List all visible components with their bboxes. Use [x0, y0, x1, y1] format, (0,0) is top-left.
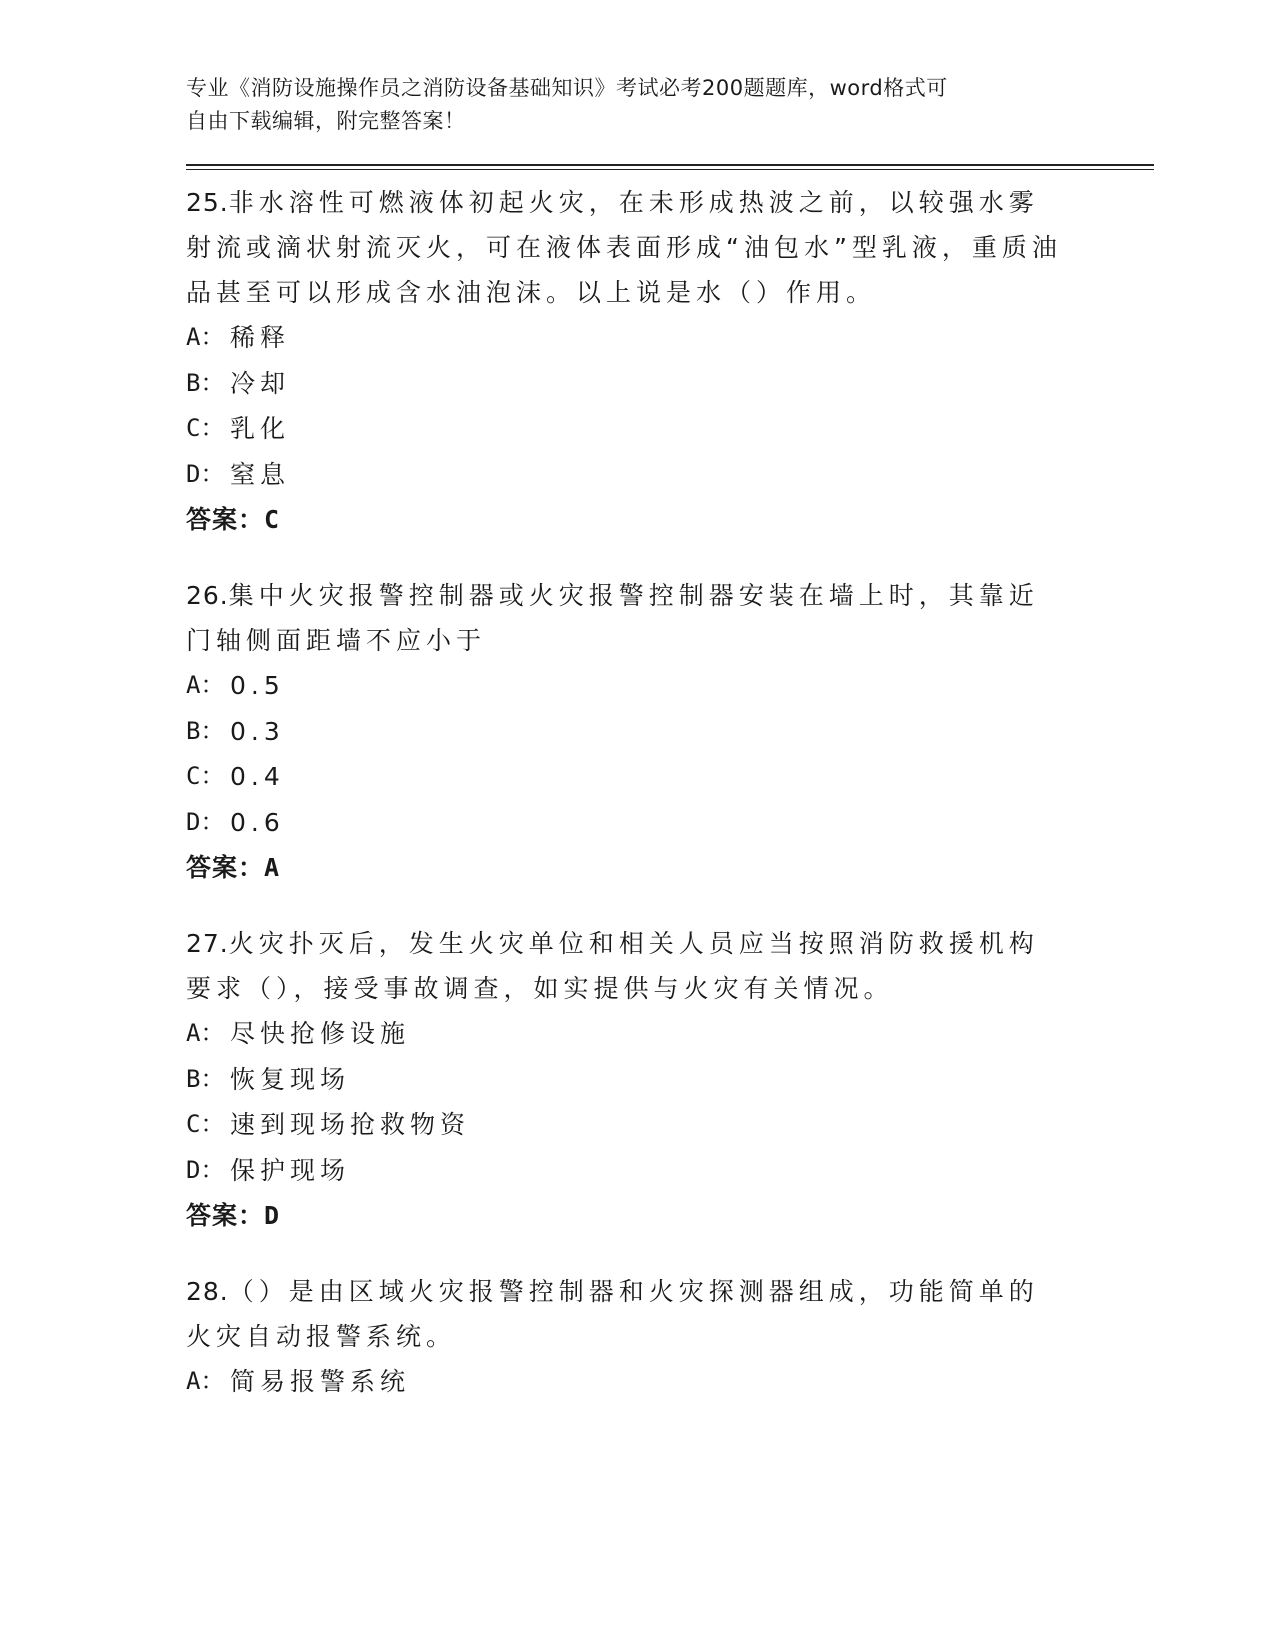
- question-item: [186, 573, 1156, 891]
- option-key: B：: [186, 368, 225, 397]
- question-body: 集中火灾报警控制器或火灾报警控制器安装在墙上时，其靠近门轴侧面距墙不应小于: [186, 581, 1039, 655]
- option-key: D：: [186, 807, 225, 836]
- question-text: [186, 573, 1066, 663]
- option-value: 冷却: [230, 368, 291, 398]
- answer-value: D: [264, 1201, 281, 1230]
- question-number: 25.: [186, 188, 229, 217]
- document-header: [186, 72, 1156, 138]
- header-line-1: 专业《消防设施操作员之消防设备基础知识》考试必考200题题库，word格式可: [186, 76, 948, 100]
- option-value: 0.3: [230, 716, 285, 746]
- answer-line: [186, 845, 1156, 891]
- option-a: [186, 663, 1156, 709]
- question-text: [186, 1269, 1066, 1359]
- question-item: [186, 1269, 1156, 1405]
- option-a: [186, 315, 1156, 361]
- option-key: C：: [186, 762, 225, 790]
- question-number: 27.: [186, 929, 229, 958]
- option-key: A：: [186, 671, 225, 699]
- question-item: [186, 921, 1156, 1239]
- option-key: B：: [186, 1064, 225, 1093]
- option-key: A：: [186, 1019, 225, 1047]
- question-number: 28.: [186, 1277, 229, 1306]
- option-value: 0.6: [230, 807, 285, 837]
- header-line-2: 自由下载编辑，附完整答案！: [186, 109, 466, 133]
- header-title: [186, 72, 1066, 138]
- option-a: [186, 1011, 1156, 1057]
- option-key: D：: [186, 459, 225, 488]
- option-value: 恢复现场: [230, 1064, 351, 1094]
- document-page: [186, 72, 1156, 1435]
- option-key: D：: [186, 1155, 225, 1184]
- option-c: [186, 754, 1156, 800]
- answer-value: C: [264, 505, 281, 534]
- option-key: B：: [186, 716, 225, 745]
- option-b: [186, 709, 1156, 755]
- option-d: [186, 1148, 1156, 1194]
- question-body: （）是由区域火灾报警控制器和火灾探测器组成，功能简单的火灾自动报警系统。: [186, 1277, 1039, 1351]
- question-text: [186, 921, 1066, 1011]
- option-value: 尽快抢修设施: [230, 1019, 411, 1048]
- option-d: [186, 452, 1156, 498]
- option-value: 速到现场抢救物资: [230, 1110, 471, 1139]
- question-body: 火灾扑灭后，发生火灾单位和相关人员应当按照消防救援机构要求（），接受事故调查，如实提供与火灾有关情况。: [186, 929, 1039, 1003]
- option-c: [186, 406, 1156, 452]
- option-key: A：: [186, 1367, 225, 1395]
- answer-label: 答案：: [186, 1201, 265, 1230]
- option-d: [186, 800, 1156, 846]
- option-value: 0.5: [230, 671, 285, 700]
- option-c: [186, 1102, 1156, 1148]
- option-key: A：: [186, 323, 225, 351]
- answer-label: 答案：: [186, 853, 265, 882]
- option-b: [186, 1057, 1156, 1103]
- option-value: 稀释: [230, 323, 291, 352]
- option-key: C：: [186, 1110, 225, 1138]
- option-a: [186, 1359, 1156, 1405]
- question-body: 非水溶性可燃液体初起火灾，在未形成热波之前，以较强水雾射流或滴状射流灭火，可在液体表面形成“油包水”型乳液，重质油品甚至可以形成含水油泡沫。以上说是水（）作用。: [186, 188, 1062, 307]
- option-value: 乳化: [230, 414, 291, 443]
- answer-value: A: [264, 853, 281, 882]
- question-number: 26.: [186, 581, 229, 610]
- answer-label: 答案：: [186, 505, 265, 534]
- answer-line: [186, 1193, 1156, 1239]
- option-key: C：: [186, 414, 225, 442]
- option-value: 保护现场: [230, 1155, 351, 1185]
- answer-line: [186, 497, 1156, 543]
- question-item: [186, 180, 1156, 543]
- option-value: 0.4: [230, 762, 285, 791]
- option-b: [186, 361, 1156, 407]
- question-list: [186, 180, 1156, 1405]
- header-divider: [186, 164, 1154, 170]
- question-text: [186, 180, 1066, 315]
- option-value: 简易报警系统: [230, 1367, 411, 1396]
- option-value: 窒息: [230, 459, 291, 489]
